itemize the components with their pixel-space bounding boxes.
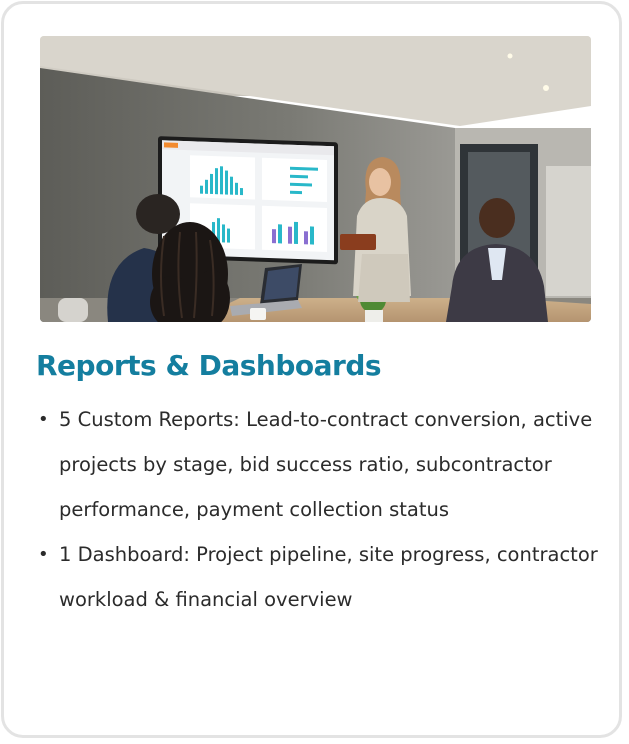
list-item: [38, 532, 598, 622]
feature-list: [38, 397, 598, 622]
meeting-photo: [40, 36, 591, 322]
list-item-text: 1 Dashboard: Project pipeline, site progress, contractor workload & financial overview: [59, 543, 598, 611]
bullet-icon: •: [38, 409, 49, 430]
card-title: Reports & Dashboards: [36, 349, 382, 382]
bullet-icon: •: [38, 544, 49, 565]
list-item: [38, 397, 598, 532]
list-item-text: 5 Custom Reports: Lead-to-contract conversion, active projects by stage, bid success ratio, subcontractor performance, payment collection status: [59, 408, 593, 521]
